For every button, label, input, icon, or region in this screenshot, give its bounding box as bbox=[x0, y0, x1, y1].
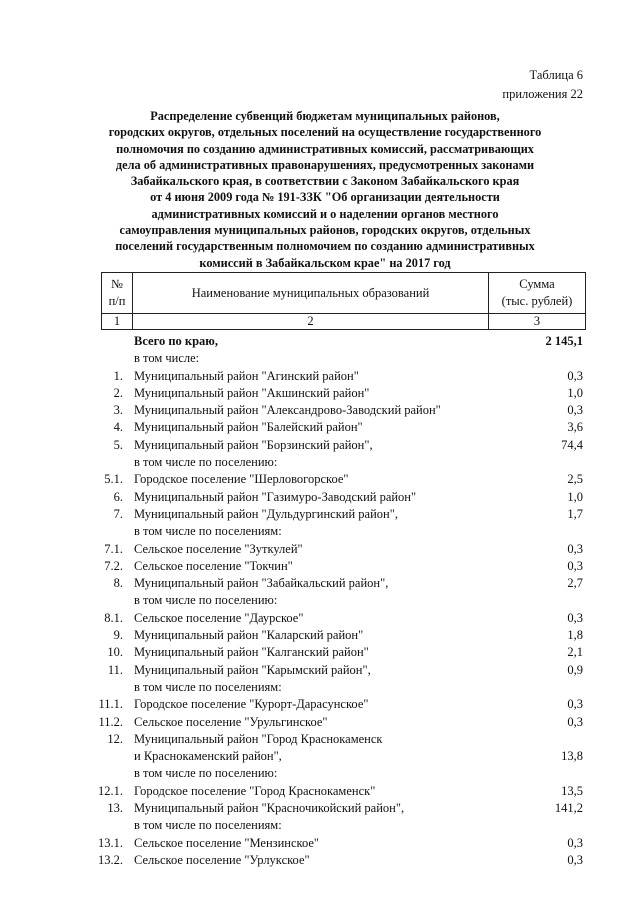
title-line: полномочия по созданию административных комиссий, рассматривающих bbox=[116, 141, 534, 156]
row-number: 11.2. bbox=[98, 714, 123, 729]
column-number-2: 2 bbox=[133, 314, 489, 330]
row-name: в том числе: bbox=[134, 351, 200, 366]
title-line: поселений государственным полномочием по созданию административных bbox=[115, 239, 535, 254]
row-name: Муниципальный район "Балейский район" bbox=[134, 420, 363, 435]
row-number: 2. bbox=[113, 385, 123, 400]
row-sum: 2,1 bbox=[567, 645, 583, 660]
table-row bbox=[0, 558, 640, 575]
row-sum: 2,5 bbox=[567, 472, 583, 487]
header-number-sign: № bbox=[111, 277, 123, 291]
row-number: 5. bbox=[113, 437, 123, 452]
row-name: Городское поселение "Город Краснокаменск" bbox=[134, 783, 376, 798]
row-sum: 0,3 bbox=[567, 541, 583, 556]
row-name: Городское поселение "Шерловогорское" bbox=[134, 472, 349, 487]
table-row bbox=[0, 437, 640, 454]
row-number: 13.2. bbox=[98, 852, 123, 867]
table-row bbox=[0, 627, 640, 644]
row-number: 3. bbox=[113, 403, 123, 418]
row-sum: 0,9 bbox=[567, 662, 583, 677]
row-name: Муниципальный район "Дульдургинский район", bbox=[134, 506, 398, 521]
table-row bbox=[0, 835, 640, 852]
row-sum: 3,6 bbox=[567, 420, 583, 435]
row-name: Муниципальный район "Александрово-Заводский район" bbox=[134, 403, 441, 418]
title-line: от 4 июня 2009 года № 191-ЗЗК "Об организации деятельности bbox=[150, 190, 500, 205]
row-sum: 0,3 bbox=[567, 403, 583, 418]
table-row bbox=[0, 592, 640, 609]
table-body bbox=[0, 333, 640, 869]
column-number-3: 3 bbox=[489, 314, 586, 330]
table-row bbox=[0, 610, 640, 627]
row-sum: 1,0 bbox=[567, 385, 583, 400]
row-name: Муниципальный район "Агинский район" bbox=[134, 368, 359, 383]
row-name: Сельское поселение "Даурское" bbox=[134, 610, 304, 625]
row-name: Сельское поселение "Мензинское" bbox=[134, 835, 320, 850]
row-sum: 0,3 bbox=[567, 697, 583, 712]
row-name: Муниципальный район "Акшинский район" bbox=[134, 385, 370, 400]
title-line: городских округов, отдельных поселений на осуществление государственного bbox=[108, 125, 542, 140]
title-line: административных комиссий и о наделении органов местного bbox=[151, 206, 499, 221]
row-sum: 0,3 bbox=[567, 714, 583, 729]
title-line: Забайкальского края, в соответствии с Законом Забайкальского края bbox=[130, 174, 520, 189]
title-line: комиссий в Забайкальском крае" на 2017 год bbox=[199, 255, 451, 270]
table-row bbox=[0, 454, 640, 471]
row-name: Муниципальный район "Город Краснокаменск bbox=[134, 731, 383, 746]
row-number: 13.1. bbox=[98, 835, 123, 850]
row-number: 11. bbox=[107, 662, 123, 677]
row-number: 12.1. bbox=[98, 783, 123, 798]
table-row bbox=[0, 748, 640, 765]
table-row bbox=[0, 644, 640, 661]
title-line: Распределение субвенций бюджетам муниципальных районов, bbox=[150, 109, 500, 123]
row-sum: 13,8 bbox=[561, 749, 583, 764]
table-row bbox=[0, 506, 640, 523]
document-title bbox=[95, 108, 555, 271]
row-number: 9. bbox=[113, 628, 123, 643]
row-name: в том числе по поселению: bbox=[134, 455, 278, 470]
row-sum: 1,7 bbox=[567, 506, 583, 521]
row-name: в том числе по поселениям: bbox=[134, 679, 282, 694]
table-row bbox=[0, 419, 640, 436]
row-number: 7.1. bbox=[104, 541, 123, 556]
row-number: 7. bbox=[113, 506, 123, 521]
header-sum-unit: (тыс. рублей) bbox=[501, 294, 573, 308]
appendix-number: приложения 22 bbox=[502, 87, 583, 101]
row-sum: 13,5 bbox=[561, 783, 583, 798]
row-sum: 0,3 bbox=[567, 610, 583, 625]
row-sum: 1,0 bbox=[567, 489, 583, 504]
row-name: Муниципальный район "Карымский район", bbox=[134, 662, 371, 677]
header-number-abbr: п/п bbox=[108, 294, 126, 308]
table-row bbox=[0, 368, 640, 385]
row-name: в том числе по поселению: bbox=[134, 766, 278, 781]
row-name: Муниципальный район "Борзинский район", bbox=[134, 437, 373, 452]
row-number: 6. bbox=[113, 489, 123, 504]
total-row bbox=[0, 333, 640, 350]
row-sum: 74,4 bbox=[561, 437, 583, 452]
row-sum: 141,2 bbox=[554, 801, 583, 816]
table-row bbox=[0, 471, 640, 488]
row-number: 5.1. bbox=[104, 472, 123, 487]
table-row bbox=[0, 696, 640, 713]
row-name: Сельское поселение "Токчин" bbox=[134, 558, 293, 573]
row-name: в том числе по поселениям: bbox=[134, 818, 282, 833]
table-row bbox=[0, 800, 640, 817]
row-name: Сельское поселение "Урульгинское" bbox=[134, 714, 328, 729]
title-line: дела об административных правонарушениях, предусмотренных законами bbox=[115, 157, 535, 172]
table-row bbox=[0, 402, 640, 419]
row-name: в том числе по поселению: bbox=[134, 593, 278, 608]
table-row bbox=[0, 541, 640, 558]
row-sum: 0,3 bbox=[567, 835, 583, 850]
title-line: самоуправления муниципальных районов, городских округов, отдельных bbox=[119, 223, 531, 238]
header-number-cell bbox=[102, 273, 133, 314]
table-row bbox=[0, 714, 640, 731]
appendix-reference bbox=[502, 66, 583, 104]
column-number-1: 1 bbox=[102, 314, 133, 330]
row-name: Муниципальный район "Красночикойский район", bbox=[134, 801, 405, 816]
row-number: 4. bbox=[113, 420, 123, 435]
row-name: в том числе по поселениям: bbox=[134, 524, 282, 539]
table-row bbox=[0, 783, 640, 800]
row-name: Городское поселение "Курорт-Дарасунское" bbox=[134, 697, 369, 712]
row-name: Всего по краю, bbox=[134, 334, 218, 348]
table-row bbox=[0, 731, 640, 748]
row-sum: 0,3 bbox=[567, 852, 583, 867]
row-name: Сельское поселение "Урлукское" bbox=[134, 852, 310, 867]
row-number: 13. bbox=[107, 801, 123, 816]
row-number: 11.1. bbox=[98, 697, 123, 712]
table-row bbox=[0, 852, 640, 869]
header-sum-title: Сумма bbox=[519, 277, 555, 291]
row-name: Муниципальный район "Каларский район" bbox=[134, 628, 364, 643]
table-row bbox=[0, 679, 640, 696]
row-sum: 2 145,1 bbox=[545, 334, 583, 348]
row-number: 8. bbox=[113, 576, 123, 591]
table-row bbox=[0, 350, 640, 367]
table-row bbox=[0, 765, 640, 782]
row-sum: 2,7 bbox=[567, 576, 583, 591]
row-name: Муниципальный район "Калганский район" bbox=[134, 645, 369, 660]
header-sum-cell bbox=[489, 273, 586, 314]
table-header bbox=[101, 272, 586, 330]
row-number: 10. bbox=[107, 645, 123, 660]
row-number: 12. bbox=[107, 731, 123, 746]
table-row bbox=[0, 662, 640, 679]
row-number: 8.1. bbox=[104, 610, 123, 625]
row-sum: 0,3 bbox=[567, 558, 583, 573]
table-row bbox=[0, 575, 640, 592]
table-row bbox=[0, 817, 640, 834]
table-number: Таблица 6 bbox=[529, 68, 583, 82]
header-name-cell: Наименование муниципальных образований bbox=[133, 273, 489, 314]
table-row bbox=[0, 523, 640, 540]
row-name: и Краснокаменский район", bbox=[134, 749, 282, 764]
row-sum: 0,3 bbox=[567, 368, 583, 383]
row-number: 1. bbox=[113, 368, 123, 383]
table-row bbox=[0, 489, 640, 506]
row-number: 7.2. bbox=[104, 558, 123, 573]
row-name: Муниципальный район "Забайкальский район", bbox=[134, 576, 389, 591]
table-row bbox=[0, 385, 640, 402]
row-name: Сельское поселение "Зуткулей" bbox=[134, 541, 303, 556]
row-name: Муниципальный район "Газимуро-Заводский район" bbox=[134, 489, 417, 504]
row-sum: 1,8 bbox=[567, 628, 583, 643]
